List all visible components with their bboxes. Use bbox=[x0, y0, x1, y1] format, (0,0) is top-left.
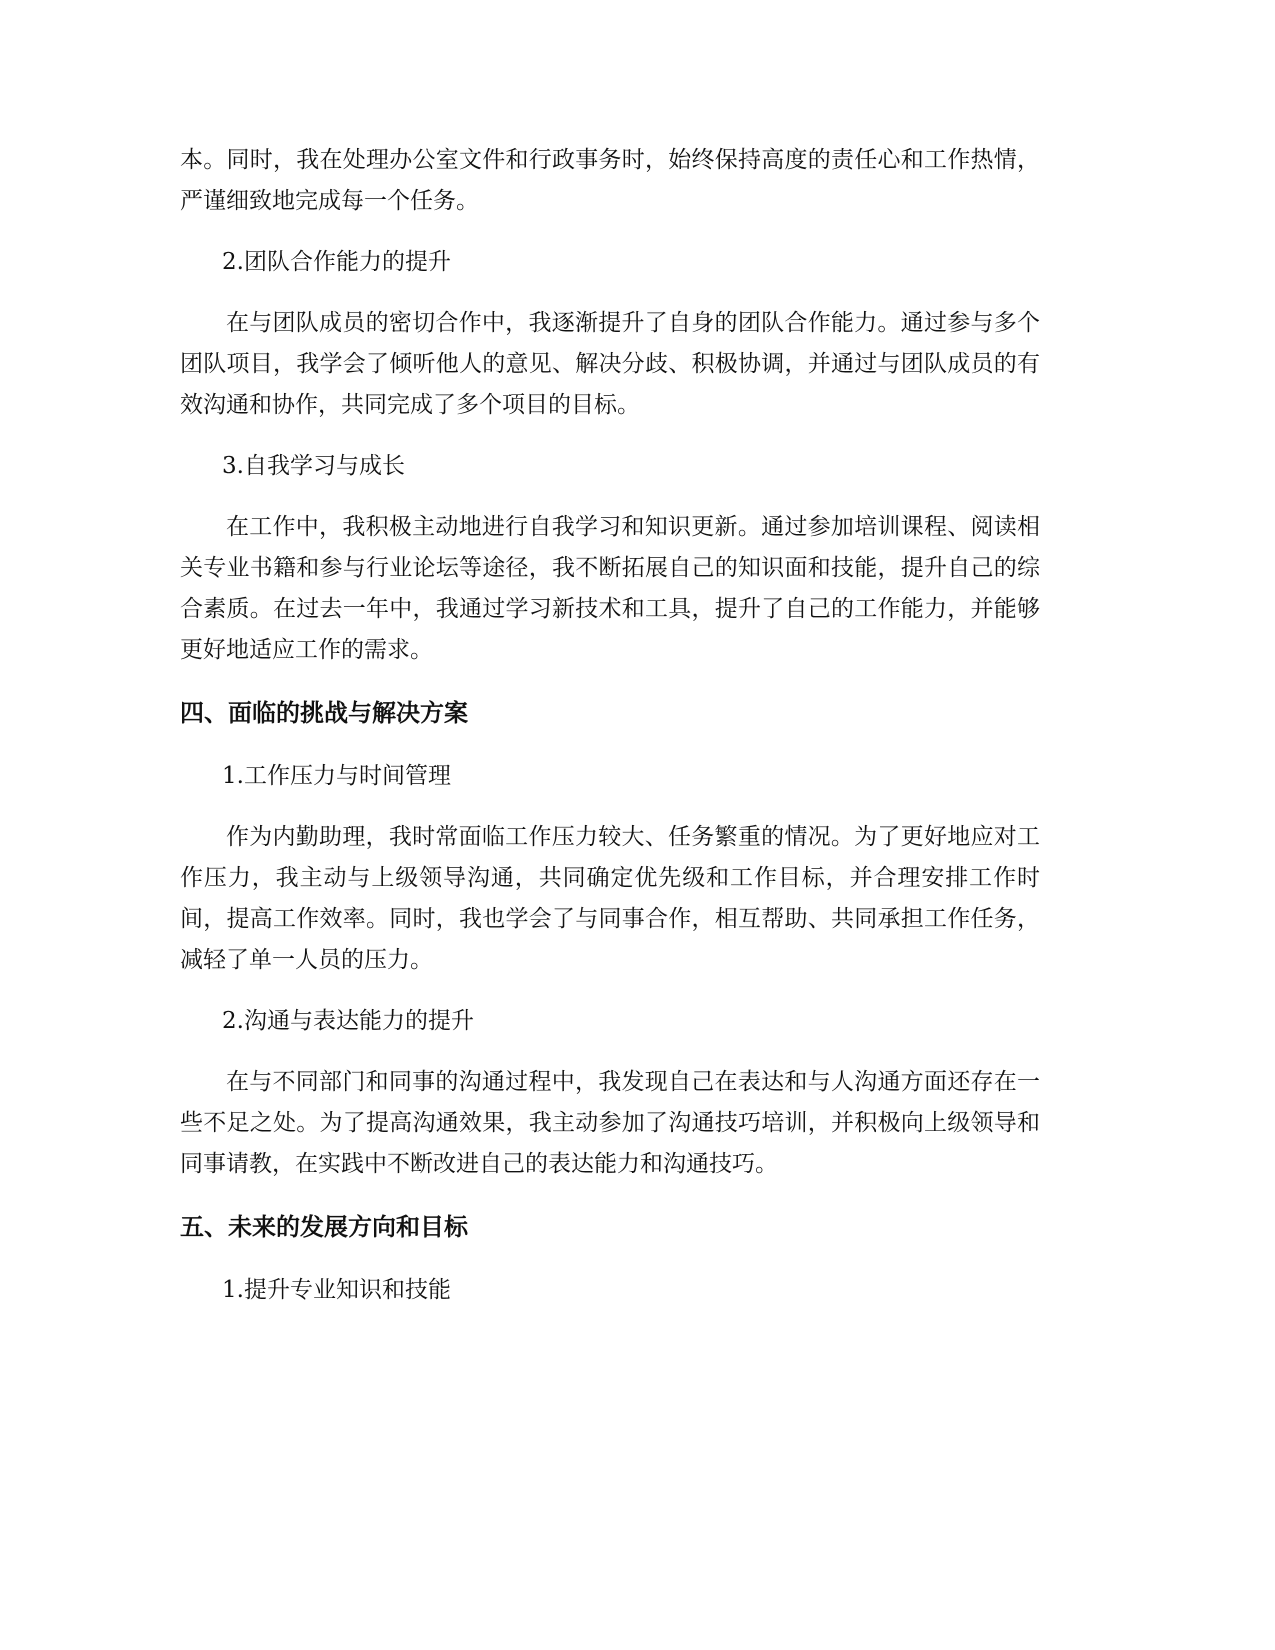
subheading-work-pressure: 1.工作压力与时间管理 bbox=[222, 763, 451, 789]
subheading-professional-skills: 1.提升专业知识和技能 bbox=[222, 1277, 451, 1303]
paragraph-work-pressure: 作为内勤助理，我时常面临工作压力较大、任务繁重的情况。为了更好地应对工作压力，我主动与上级领导沟通，共同确定优先级和工作目标，并合理安排工作时间，提高工作效率。同时，我也学会了与同事合作，相互帮助、共同承担工作任务，减轻了单一人员的压力。 bbox=[180, 824, 1040, 973]
paragraph-self-learning: 在工作中，我积极主动地进行自我学习和知识更新。通过参加培训课程、阅读相关专业书籍和参与行业论坛等途径，我不断拓展自己的知识面和技能，提升自己的综合素质。在过去一年中，我通过学习新技术和工具，提升了自己的工作能力，并能够更好地适应工作的需求。 bbox=[180, 514, 1040, 663]
subheading-communication: 2.沟通与表达能力的提升 bbox=[222, 1008, 474, 1034]
section-heading-challenges: 四、面临的挑战与解决方案 bbox=[180, 699, 468, 727]
paragraph-team-cooperation: 在与团队成员的密切合作中，我逐渐提升了自身的团队合作能力。通过参与多个团队项目，我学会了倾听他人的意见、解决分歧、积极协调，并通过与团队成员的有效沟通和协作，共同完成了多个项目的目标。 bbox=[180, 310, 1040, 418]
subheading-team-cooperation: 2.团队合作能力的提升 bbox=[222, 249, 451, 275]
paragraph-communication: 在与不同部门和同事的沟通过程中，我发现自己在表达和与人沟通方面还存在一些不足之处。为了提高沟通效果，我主动参加了沟通技巧培训，并积极向上级领导和同事请教，在实践中不断改进自己的表达能力和沟通技巧。 bbox=[180, 1069, 1040, 1177]
subheading-self-learning: 3.自我学习与成长 bbox=[222, 453, 405, 479]
paragraph-continuation: 本。同时，我在处理办公室文件和行政事务时，始终保持高度的责任心和工作热情，严谨细致地完成每一个任务。 bbox=[180, 147, 1040, 214]
document-page bbox=[180, 140, 1040, 1311]
section-heading-future: 五、未来的发展方向和目标 bbox=[180, 1213, 468, 1241]
